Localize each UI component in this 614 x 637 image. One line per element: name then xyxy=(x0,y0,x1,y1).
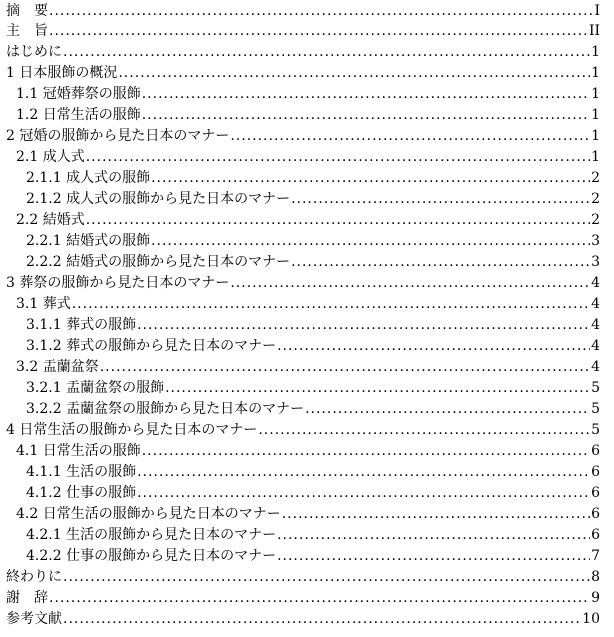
toc-page-number: 2 xyxy=(591,212,600,228)
toc-dot-leader xyxy=(72,295,590,313)
toc-dot-leader xyxy=(291,253,590,271)
toc-entry-chapter-1[interactable] xyxy=(6,62,600,82)
toc-dot-leader xyxy=(86,148,590,166)
toc-dot-leader xyxy=(137,484,590,502)
toc-entry-section-2-1-2[interactable] xyxy=(6,188,600,208)
toc-page-number: 1 xyxy=(591,65,600,81)
toc-page-number: 6 xyxy=(591,443,600,459)
toc-dot-leader xyxy=(142,106,590,124)
toc-page-number: 9 xyxy=(591,590,600,606)
toc-entry-title: 4 日常生活の服飾から見た日本のマナー xyxy=(6,422,258,438)
toc-dot-leader xyxy=(86,211,590,229)
toc-entry-section-3-1[interactable] xyxy=(6,293,600,313)
toc-page-number: 7 xyxy=(591,548,600,564)
toc-entry-section-3-2-2[interactable] xyxy=(6,398,600,418)
toc-dot-leader xyxy=(277,526,590,544)
toc-page-number: II xyxy=(588,23,600,39)
toc-entry-title: 2.2.1 結婚式の服飾 xyxy=(26,233,151,249)
toc-entry-title: 3.1.2 葬式の服飾から見た日本のマナー xyxy=(26,338,277,354)
toc-page-number: 3 xyxy=(591,233,600,249)
toc-dot-leader xyxy=(258,421,590,439)
toc-entry-section-2-1-1[interactable] xyxy=(6,167,600,187)
toc-entry-conclusion[interactable] xyxy=(6,566,600,586)
toc-dot-leader xyxy=(230,127,590,145)
toc-entry-title: 4.1.2 仕事の服飾 xyxy=(26,485,137,501)
toc-dot-leader xyxy=(137,316,590,334)
toc-entry-section-2-2-2[interactable] xyxy=(6,251,600,271)
toc-dot-leader xyxy=(63,568,590,586)
toc-page-number: 1 xyxy=(591,107,600,123)
toc-dot-leader xyxy=(151,169,590,187)
toc-entry-section-2-1[interactable] xyxy=(6,146,600,166)
toc-entry-title: 4.2.2 仕事の服飾から見た日本のマナー xyxy=(26,548,277,564)
toc-page-number: 6 xyxy=(591,464,600,480)
toc-page-number: 4 xyxy=(591,317,600,333)
toc-page-number: 1 xyxy=(591,149,600,165)
toc-dot-leader xyxy=(151,232,590,250)
toc-entry-section-3-2[interactable] xyxy=(6,356,600,376)
toc-entry-title: はじめに xyxy=(6,44,62,60)
toc-page-number: 2 xyxy=(591,170,600,186)
toc-entry-title: 3.2 盂蘭盆祭 xyxy=(16,359,99,375)
toc-page-number: 5 xyxy=(591,422,600,438)
toc-entry-section-1-1[interactable] xyxy=(6,83,600,103)
toc-entry-introduction[interactable] xyxy=(6,41,600,61)
toc-entry-title: 3.2.1 盂蘭盆祭の服飾 xyxy=(26,380,165,396)
toc-entry-title: 2 冠婚の服飾から見た日本のマナー xyxy=(6,128,230,144)
toc-page-number: 6 xyxy=(591,506,600,522)
toc-page-number: 5 xyxy=(591,380,600,396)
toc-dot-leader xyxy=(49,589,590,607)
toc-entry-section-4-1-1[interactable] xyxy=(6,461,600,481)
toc-entry-section-3-1-2[interactable] xyxy=(6,335,600,355)
toc-dot-leader xyxy=(142,85,590,103)
toc-page-number: 2 xyxy=(591,191,600,207)
toc-entry-section-4-1[interactable] xyxy=(6,440,600,460)
toc-entry-section-4-2-1[interactable] xyxy=(6,524,600,544)
toc-entry-title: 2.2 結婚式 xyxy=(16,212,85,228)
toc-entry-section-1-2[interactable] xyxy=(6,104,600,124)
toc-dot-leader xyxy=(230,274,590,292)
toc-entry-purpose[interactable] xyxy=(6,20,600,40)
toc-entry-acknowledgements[interactable] xyxy=(6,587,600,607)
toc-page-number: 6 xyxy=(591,527,600,543)
toc-entry-section-4-2-2[interactable] xyxy=(6,545,600,565)
toc-entry-title: 2.1.2 成人式の服飾から見た日本のマナー xyxy=(26,191,291,207)
toc-dot-leader xyxy=(49,2,593,20)
toc-entry-title: 1.2 日常生活の服飾 xyxy=(16,107,141,123)
toc-entry-title: 4.1.1 生活の服飾 xyxy=(26,464,137,480)
toc-entry-title: 3.2.2 盂蘭盆祭の服飾から見た日本のマナー xyxy=(26,401,305,417)
toc-entry-references[interactable] xyxy=(6,608,600,628)
toc-entry-chapter-4[interactable] xyxy=(6,419,600,439)
toc-entry-section-3-2-1[interactable] xyxy=(6,377,600,397)
toc-entry-section-4-1-2[interactable] xyxy=(6,482,600,502)
toc-entry-title: 4.2 日常生活の服飾から見た日本のマナー xyxy=(16,506,281,522)
toc-entry-chapter-3[interactable] xyxy=(6,272,600,292)
toc-entry-abstract[interactable] xyxy=(6,0,600,20)
toc-dot-leader xyxy=(142,442,590,460)
toc-page-number: 4 xyxy=(591,359,600,375)
toc-dot-leader xyxy=(305,400,590,418)
toc-dot-leader xyxy=(277,337,590,355)
toc-dot-leader xyxy=(118,64,590,82)
toc-dot-leader xyxy=(63,43,590,61)
toc-entry-title: 2.1.1 成人式の服飾 xyxy=(26,170,151,186)
toc-dot-leader xyxy=(165,379,590,397)
toc-dot-leader xyxy=(63,610,581,628)
toc-entry-section-3-1-1[interactable] xyxy=(6,314,600,334)
toc-entry-title: 3 葬祭の服飾から見た日本のマナー xyxy=(6,275,230,291)
toc-entry-chapter-2[interactable] xyxy=(6,125,600,145)
toc-entry-title: 2.2.2 結婚式の服飾から見た日本のマナー xyxy=(26,254,291,270)
toc-entry-title: 3.1.1 葬式の服飾 xyxy=(26,317,137,333)
toc-dot-leader xyxy=(277,547,590,565)
toc-entry-title: 2.1 成人式 xyxy=(16,149,85,165)
toc-entry-title: 参考文献 xyxy=(6,611,62,627)
toc-entry-title: 4.2.1 生活の服飾から見た日本のマナー xyxy=(26,527,277,543)
toc-entry-title: 4.1 日常生活の服飾 xyxy=(16,443,141,459)
toc-dot-leader xyxy=(282,505,590,523)
toc-entry-title: 謝 辞 xyxy=(6,590,48,606)
toc-page-number: I xyxy=(594,3,600,19)
toc-dot-leader xyxy=(137,463,590,481)
toc-dot-leader xyxy=(49,22,588,40)
toc-entry-title: 3.1 葬式 xyxy=(16,296,71,312)
toc-page-number: 1 xyxy=(591,86,600,102)
toc-page-number: 8 xyxy=(591,569,600,585)
toc-entry-section-2-2[interactable] xyxy=(6,209,600,229)
toc-page-number: 4 xyxy=(591,338,600,354)
toc-page-number: 6 xyxy=(591,485,600,501)
toc-page-number: 1 xyxy=(591,128,600,144)
toc-page-number: 4 xyxy=(591,296,600,312)
toc-entry-title: 主 旨 xyxy=(6,23,48,39)
toc-page-number: 10 xyxy=(582,611,600,627)
toc-page-number: 5 xyxy=(591,401,600,417)
toc-dot-leader xyxy=(100,358,590,376)
toc-page-number: 1 xyxy=(591,44,600,60)
toc-page-number: 4 xyxy=(591,275,600,291)
toc-entry-title: 摘 要 xyxy=(6,3,48,19)
toc-entry-section-2-2-1[interactable] xyxy=(6,230,600,250)
toc-dot-leader xyxy=(291,190,590,208)
toc-entry-title: 1.1 冠婚葬祭の服飾 xyxy=(16,86,141,102)
toc-entry-title: 1 日本服飾の概況 xyxy=(6,65,118,81)
toc-entry-section-4-2[interactable] xyxy=(6,503,600,523)
toc-page-number: 3 xyxy=(591,254,600,270)
toc-entry-title: 終わりに xyxy=(6,569,62,585)
